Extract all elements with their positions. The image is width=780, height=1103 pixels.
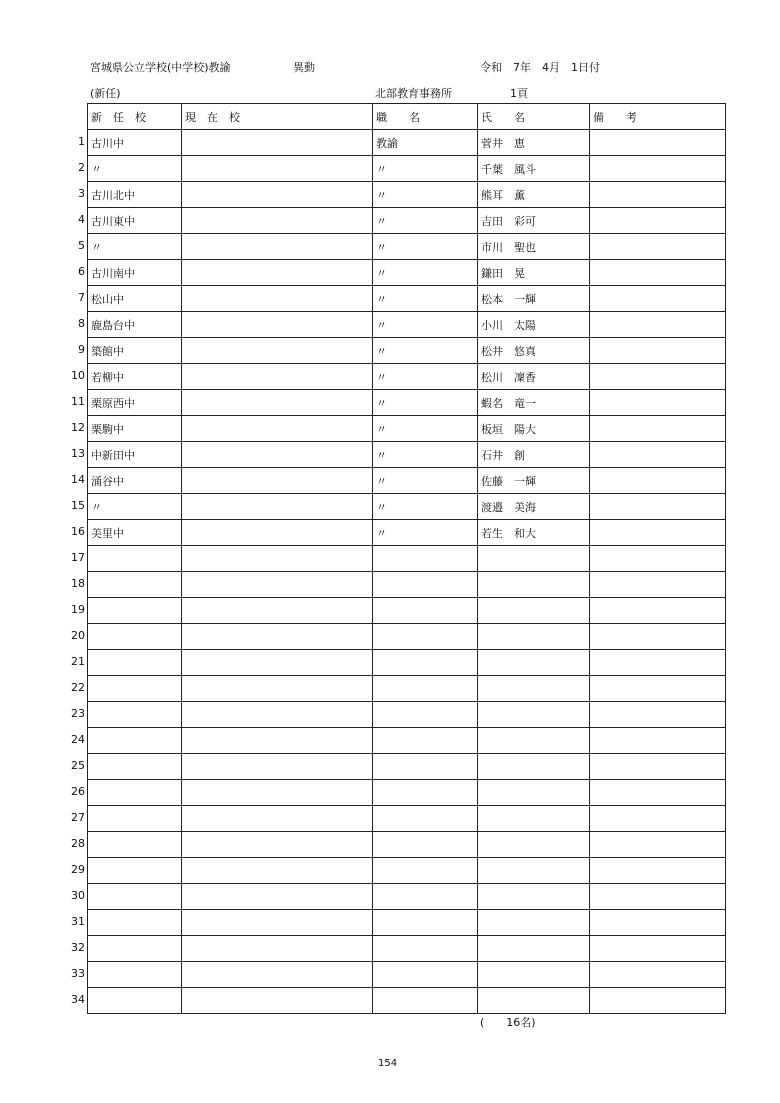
cell-new-school: 鹿島台中: [88, 312, 182, 338]
cell-name: [478, 962, 590, 988]
cell-name: [478, 650, 590, 676]
cell-title: [373, 936, 478, 962]
table-row: [88, 312, 726, 338]
cell-new-school: [88, 884, 182, 910]
cell-name: 千葉 風斗: [478, 156, 590, 182]
row-number: 1: [78, 135, 85, 148]
cell-note: [590, 390, 726, 416]
table-row: [88, 182, 726, 208]
cell-note: [590, 156, 726, 182]
cell-title: 〃: [373, 364, 478, 390]
table-row: [88, 832, 726, 858]
cell-new-school: 築館中: [88, 338, 182, 364]
cell-new-school: [88, 832, 182, 858]
table-row: [88, 390, 726, 416]
cell-current-school: [182, 442, 373, 468]
document-type: 異動: [293, 61, 315, 74]
cell-current-school: [182, 598, 373, 624]
table-row: [88, 702, 726, 728]
cell-new-school: [88, 988, 182, 1014]
cell-title: [373, 858, 478, 884]
cell-name: [478, 624, 590, 650]
cell-new-school: [88, 598, 182, 624]
document-title: 宮城県公立学校(中学校)教諭: [90, 61, 231, 74]
row-number: 8: [78, 317, 85, 330]
table-row: [88, 156, 726, 182]
cell-title: [373, 884, 478, 910]
cell-name: [478, 884, 590, 910]
cell-new-school: [88, 728, 182, 754]
table-row: [88, 260, 726, 286]
cell-name: 吉田 彩可: [478, 208, 590, 234]
table-row: [88, 468, 726, 494]
row-number: 21: [71, 655, 85, 668]
cell-name: 松井 悠真: [478, 338, 590, 364]
cell-note: [590, 286, 726, 312]
table-row: [88, 936, 726, 962]
cell-name: [478, 728, 590, 754]
cell-note: [590, 754, 726, 780]
column-header-title: 職 名: [373, 104, 478, 130]
cell-current-school: [182, 234, 373, 260]
column-header-new-school: 新 任 校: [88, 104, 182, 130]
cell-current-school: [182, 858, 373, 884]
cell-name: 板垣 陽大: [478, 416, 590, 442]
cell-title: [373, 624, 478, 650]
cell-name: 熊耳 薫: [478, 182, 590, 208]
cell-new-school: 古川東中: [88, 208, 182, 234]
cell-name: [478, 572, 590, 598]
table-row: [88, 624, 726, 650]
cell-name: [478, 858, 590, 884]
cell-new-school: [88, 676, 182, 702]
cell-current-school: [182, 910, 373, 936]
cell-title: 〃: [373, 494, 478, 520]
cell-note: [590, 884, 726, 910]
cell-note: [590, 312, 726, 338]
page-number: 154: [378, 1058, 398, 1069]
row-number: 23: [71, 707, 85, 720]
row-number: 27: [71, 811, 85, 824]
table-row: [88, 546, 726, 572]
table-row: [88, 858, 726, 884]
cell-current-school: [182, 520, 373, 546]
cell-title: [373, 650, 478, 676]
cell-name: [478, 702, 590, 728]
cell-note: [590, 832, 726, 858]
cell-note: [590, 858, 726, 884]
cell-name: [478, 598, 590, 624]
cell-title: 〃: [373, 468, 478, 494]
cell-new-school: [88, 780, 182, 806]
table-row: [88, 650, 726, 676]
cell-name: [478, 676, 590, 702]
cell-note: [590, 650, 726, 676]
cell-current-school: [182, 650, 373, 676]
cell-note: [590, 546, 726, 572]
cell-new-school: 栗駒中: [88, 416, 182, 442]
cell-title: [373, 702, 478, 728]
cell-name: 若生 和大: [478, 520, 590, 546]
table-row: [88, 962, 726, 988]
table-row: [88, 286, 726, 312]
cell-current-school: [182, 728, 373, 754]
cell-new-school: 若柳中: [88, 364, 182, 390]
cell-new-school: [88, 858, 182, 884]
cell-note: [590, 598, 726, 624]
cell-note: [590, 338, 726, 364]
column-header-note: 備 考: [590, 104, 726, 130]
cell-new-school: [88, 702, 182, 728]
cell-title: 〃: [373, 208, 478, 234]
row-number: 6: [78, 265, 85, 278]
row-number-column: [60, 129, 85, 1013]
table-row: [88, 884, 726, 910]
cell-title: [373, 546, 478, 572]
cell-current-school: [182, 624, 373, 650]
cell-title: 〃: [373, 182, 478, 208]
row-number: 33: [71, 967, 85, 980]
cell-note: [590, 910, 726, 936]
row-number: 34: [71, 993, 85, 1006]
cell-current-school: [182, 390, 373, 416]
cell-title: [373, 962, 478, 988]
cell-name: [478, 806, 590, 832]
cell-title: 〃: [373, 260, 478, 286]
table-row: [88, 234, 726, 260]
cell-current-school: [182, 702, 373, 728]
cell-title: 〃: [373, 156, 478, 182]
cell-note: [590, 234, 726, 260]
row-number: 9: [78, 343, 85, 356]
table-header-row: [88, 104, 726, 130]
row-number: 14: [71, 473, 85, 486]
office-name: 北部教育事務所: [375, 87, 452, 100]
cell-current-school: [182, 286, 373, 312]
cell-current-school: [182, 988, 373, 1014]
row-number: 24: [71, 733, 85, 746]
cell-current-school: [182, 156, 373, 182]
row-number: 29: [71, 863, 85, 876]
cell-current-school: [182, 182, 373, 208]
cell-name: [478, 780, 590, 806]
table-row: [88, 728, 726, 754]
cell-current-school: [182, 546, 373, 572]
row-number: 20: [71, 629, 85, 642]
cell-note: [590, 702, 726, 728]
category-label: (新任): [90, 87, 121, 100]
cell-new-school: 〃: [88, 234, 182, 260]
cell-current-school: [182, 364, 373, 390]
personnel-table: [87, 103, 726, 1014]
cell-name: 鎌田 晃: [478, 260, 590, 286]
cell-note: [590, 260, 726, 286]
row-number: 3: [78, 187, 85, 200]
row-number: 17: [71, 551, 85, 564]
cell-note: [590, 676, 726, 702]
cell-current-school: [182, 468, 373, 494]
table-row: [88, 676, 726, 702]
cell-new-school: 美里中: [88, 520, 182, 546]
cell-title: 教諭: [373, 130, 478, 156]
cell-new-school: 古川北中: [88, 182, 182, 208]
cell-title: [373, 676, 478, 702]
cell-current-school: [182, 416, 373, 442]
cell-note: [590, 806, 726, 832]
cell-note: [590, 494, 726, 520]
cell-note: [590, 962, 726, 988]
cell-note: [590, 780, 726, 806]
cell-name: 菅井 恵: [478, 130, 590, 156]
cell-note: [590, 728, 726, 754]
cell-new-school: 古川中: [88, 130, 182, 156]
cell-title: [373, 780, 478, 806]
cell-current-school: [182, 754, 373, 780]
column-header-current-school: 現 在 校: [182, 104, 373, 130]
table-row: [88, 338, 726, 364]
table-row: [88, 754, 726, 780]
cell-title: [373, 910, 478, 936]
cell-title: 〃: [373, 442, 478, 468]
cell-title: 〃: [373, 312, 478, 338]
cell-current-school: [182, 130, 373, 156]
cell-title: [373, 572, 478, 598]
cell-note: [590, 182, 726, 208]
cell-new-school: [88, 806, 182, 832]
cell-title: 〃: [373, 390, 478, 416]
row-number: 18: [71, 577, 85, 590]
row-number: 25: [71, 759, 85, 772]
cell-name: [478, 832, 590, 858]
cell-name: [478, 988, 590, 1014]
cell-title: 〃: [373, 234, 478, 260]
total-count: ( 16名): [480, 1016, 536, 1029]
row-number: 31: [71, 915, 85, 928]
effective-date: 令和 7年 4月 1日付: [480, 61, 600, 74]
row-number: 30: [71, 889, 85, 902]
cell-new-school: [88, 962, 182, 988]
cell-title: [373, 754, 478, 780]
cell-note: [590, 208, 726, 234]
cell-new-school: [88, 910, 182, 936]
row-number: 12: [71, 421, 85, 434]
cell-current-school: [182, 260, 373, 286]
cell-new-school: [88, 572, 182, 598]
table-row: [88, 416, 726, 442]
cell-title: [373, 728, 478, 754]
cell-new-school: [88, 754, 182, 780]
row-number: 10: [71, 369, 85, 382]
table-row: [88, 910, 726, 936]
cell-current-school: [182, 494, 373, 520]
cell-new-school: 栗原西中: [88, 390, 182, 416]
cell-new-school: 〃: [88, 494, 182, 520]
table-row: [88, 988, 726, 1014]
cell-new-school: [88, 624, 182, 650]
table-row: [88, 520, 726, 546]
table-row: [88, 494, 726, 520]
cell-name: 松本 一輝: [478, 286, 590, 312]
cell-new-school: [88, 546, 182, 572]
cell-current-school: [182, 832, 373, 858]
table-row: [88, 130, 726, 156]
cell-title: [373, 988, 478, 1014]
cell-title: 〃: [373, 286, 478, 312]
cell-name: 石井 創: [478, 442, 590, 468]
cell-note: [590, 988, 726, 1014]
table-row: [88, 780, 726, 806]
cell-note: [590, 520, 726, 546]
cell-title: 〃: [373, 416, 478, 442]
row-number: 32: [71, 941, 85, 954]
cell-name: [478, 936, 590, 962]
cell-name: [478, 546, 590, 572]
table-row: [88, 442, 726, 468]
cell-note: [590, 624, 726, 650]
cell-new-school: 古川南中: [88, 260, 182, 286]
cell-current-school: [182, 806, 373, 832]
cell-current-school: [182, 962, 373, 988]
cell-title: [373, 806, 478, 832]
row-number: 22: [71, 681, 85, 694]
cell-current-school: [182, 312, 373, 338]
cell-name: 渡邉 美海: [478, 494, 590, 520]
cell-note: [590, 468, 726, 494]
cell-name: 佐藤 一輝: [478, 468, 590, 494]
cell-current-school: [182, 936, 373, 962]
table-row: [88, 572, 726, 598]
table-row: [88, 364, 726, 390]
row-number: 13: [71, 447, 85, 460]
cell-note: [590, 442, 726, 468]
table-row: [88, 598, 726, 624]
cell-name: 市川 聖也: [478, 234, 590, 260]
row-number: 5: [78, 239, 85, 252]
cell-current-school: [182, 208, 373, 234]
cell-current-school: [182, 572, 373, 598]
row-number: 16: [71, 525, 85, 538]
row-number: 11: [71, 395, 85, 408]
cell-title: [373, 832, 478, 858]
cell-note: [590, 936, 726, 962]
column-header-name: 氏 名: [478, 104, 590, 130]
cell-name: 松川 凜香: [478, 364, 590, 390]
row-number: 15: [71, 499, 85, 512]
cell-title: [373, 598, 478, 624]
row-number: 2: [78, 161, 85, 174]
cell-note: [590, 416, 726, 442]
cell-new-school: 涌谷中: [88, 468, 182, 494]
cell-title: 〃: [373, 520, 478, 546]
cell-name: 小川 太陽: [478, 312, 590, 338]
cell-new-school: 〃: [88, 156, 182, 182]
cell-note: [590, 364, 726, 390]
table-row: [88, 806, 726, 832]
cell-name: [478, 754, 590, 780]
cell-new-school: 松山中: [88, 286, 182, 312]
cell-new-school: [88, 650, 182, 676]
cell-note: [590, 572, 726, 598]
cell-name: [478, 910, 590, 936]
cell-title: 〃: [373, 338, 478, 364]
cell-new-school: [88, 936, 182, 962]
cell-note: [590, 130, 726, 156]
row-number: 7: [78, 291, 85, 304]
row-number: 4: [78, 213, 85, 226]
cell-current-school: [182, 780, 373, 806]
row-number: 19: [71, 603, 85, 616]
table-row: [88, 208, 726, 234]
cell-new-school: 中新田中: [88, 442, 182, 468]
row-number: 26: [71, 785, 85, 798]
cell-current-school: [182, 676, 373, 702]
cell-current-school: [182, 884, 373, 910]
page-label: 1頁: [510, 87, 528, 100]
cell-current-school: [182, 338, 373, 364]
row-number: 28: [71, 837, 85, 850]
cell-name: 蝦名 竜一: [478, 390, 590, 416]
